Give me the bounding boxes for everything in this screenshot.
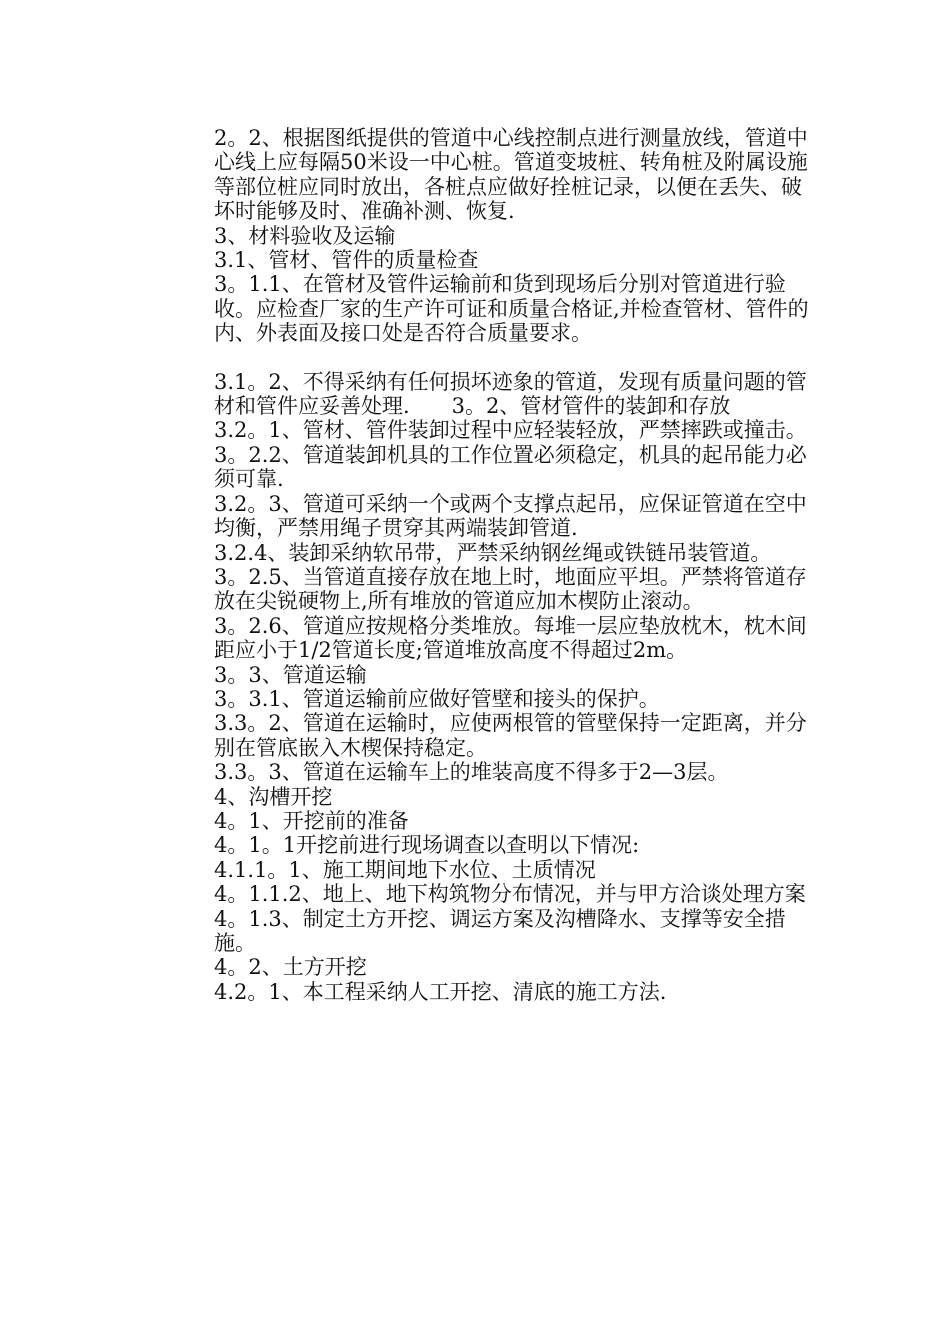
paragraph-4-1-1-2: 4。1.1.2、地上、地下构筑物分布情况，并与甲方洽谈处理方案 <box>214 882 806 907</box>
heading-4: 4、沟槽开挖 <box>214 784 333 809</box>
paragraph-3-2-5: 3。2.5、当管道直接存放在地上时，地面应平坦。严禁将管道存放在尖锐硬物上,所有堆放的管道应加木楔防止滚动。 <box>214 564 807 614</box>
paragraph-3-1-2: 3.1。2、不得采纳有任何损坏迹象的管道，发现有质量问题的管材和管件应妥善处理. 3。2、管材管件的装卸和存放 <box>214 369 807 419</box>
paragraph-4-2-1: 4.2。1、本工程采纳人工开挖、清底的施工方法. <box>214 979 667 1004</box>
paragraph-2-2: 2。2、根据图纸提供的管道中心线控制点进行测量放线，管道中心线上应每隔50米设一中心桩。管道变坡桩、转角桩及附属设施等部位桩应同时放出，各桩点应做好拴桩记录，以便在丢失、破坏时能够及时、准确补测、恢复. <box>214 126 808 224</box>
heading-3: 3、材料验收及运输 <box>214 223 396 248</box>
paragraph-3-2-4: 3.2.4、装卸采纳软吊带，严禁采纳钢丝绳或铁链吊装管道。 <box>214 540 772 565</box>
heading-4-2: 4。2、土方开挖 <box>214 955 367 980</box>
paragraph-3-1-1: 3。1.1、在管材及管件运输前和货到现场后分别对管道进行验收。应检查厂家的生产许可证和质量合格证,并检查管材、管件的内、外表面及接口处是否符合质量要求。 <box>214 272 809 346</box>
paragraph-4-1-1: 4。1。1开挖前进行现场调查以查明以下情况: <box>214 833 640 858</box>
heading-3-3: 3。3、管道运输 <box>214 662 367 687</box>
paragraph-3-3-3: 3.3。3、管道在运输车上的堆装高度不得多于2—3层。 <box>214 760 729 785</box>
paragraph-3-3-2: 3.3。2、管道在运输时，应使两根管的管壁保持一定距离，并分别在管底嵌入木楔保持稳定。 <box>214 711 807 760</box>
paragraph-4-1-1-1: 4.1.1。1、施工期间地下水位、土质情况 <box>214 857 596 882</box>
paragraph-3-2-1: 3.2。1、管材、管件装卸过程中应轻装轻放，严禁摔跌或撞击。 <box>214 418 807 443</box>
paragraph-3-2-2: 3。2.2、管道装卸机具的工作位置必须稳定，机具的起吊能力必须可靠. <box>214 442 807 492</box>
paragraph-3-2-6: 3。2.6、管道应按规格分类堆放。每堆一层应垫放枕木，枕木间距应小于1/2管道长度;管道堆放高度不得超过2m。 <box>214 613 807 663</box>
heading-4-1: 4。1、开挖前的准备 <box>214 808 409 833</box>
document-body <box>214 126 814 1004</box>
paragraph-3-3-1: 3。3.1、管道运输前应做好管壁和接头的保护。 <box>214 686 660 711</box>
paragraph-3-2-3: 3.2。3、管道可采纳一个或两个支撑点起吊，应保证管道在空中均衡，严禁用绳子贯穿其两端装卸管道. <box>214 491 807 541</box>
paragraph-4-1-3: 4。1.3、制定土方开挖、调运方案及沟槽降水、支撑等安全措施。 <box>214 906 786 955</box>
heading-3-1: 3.1、管材、管件的质量检查 <box>214 248 479 273</box>
